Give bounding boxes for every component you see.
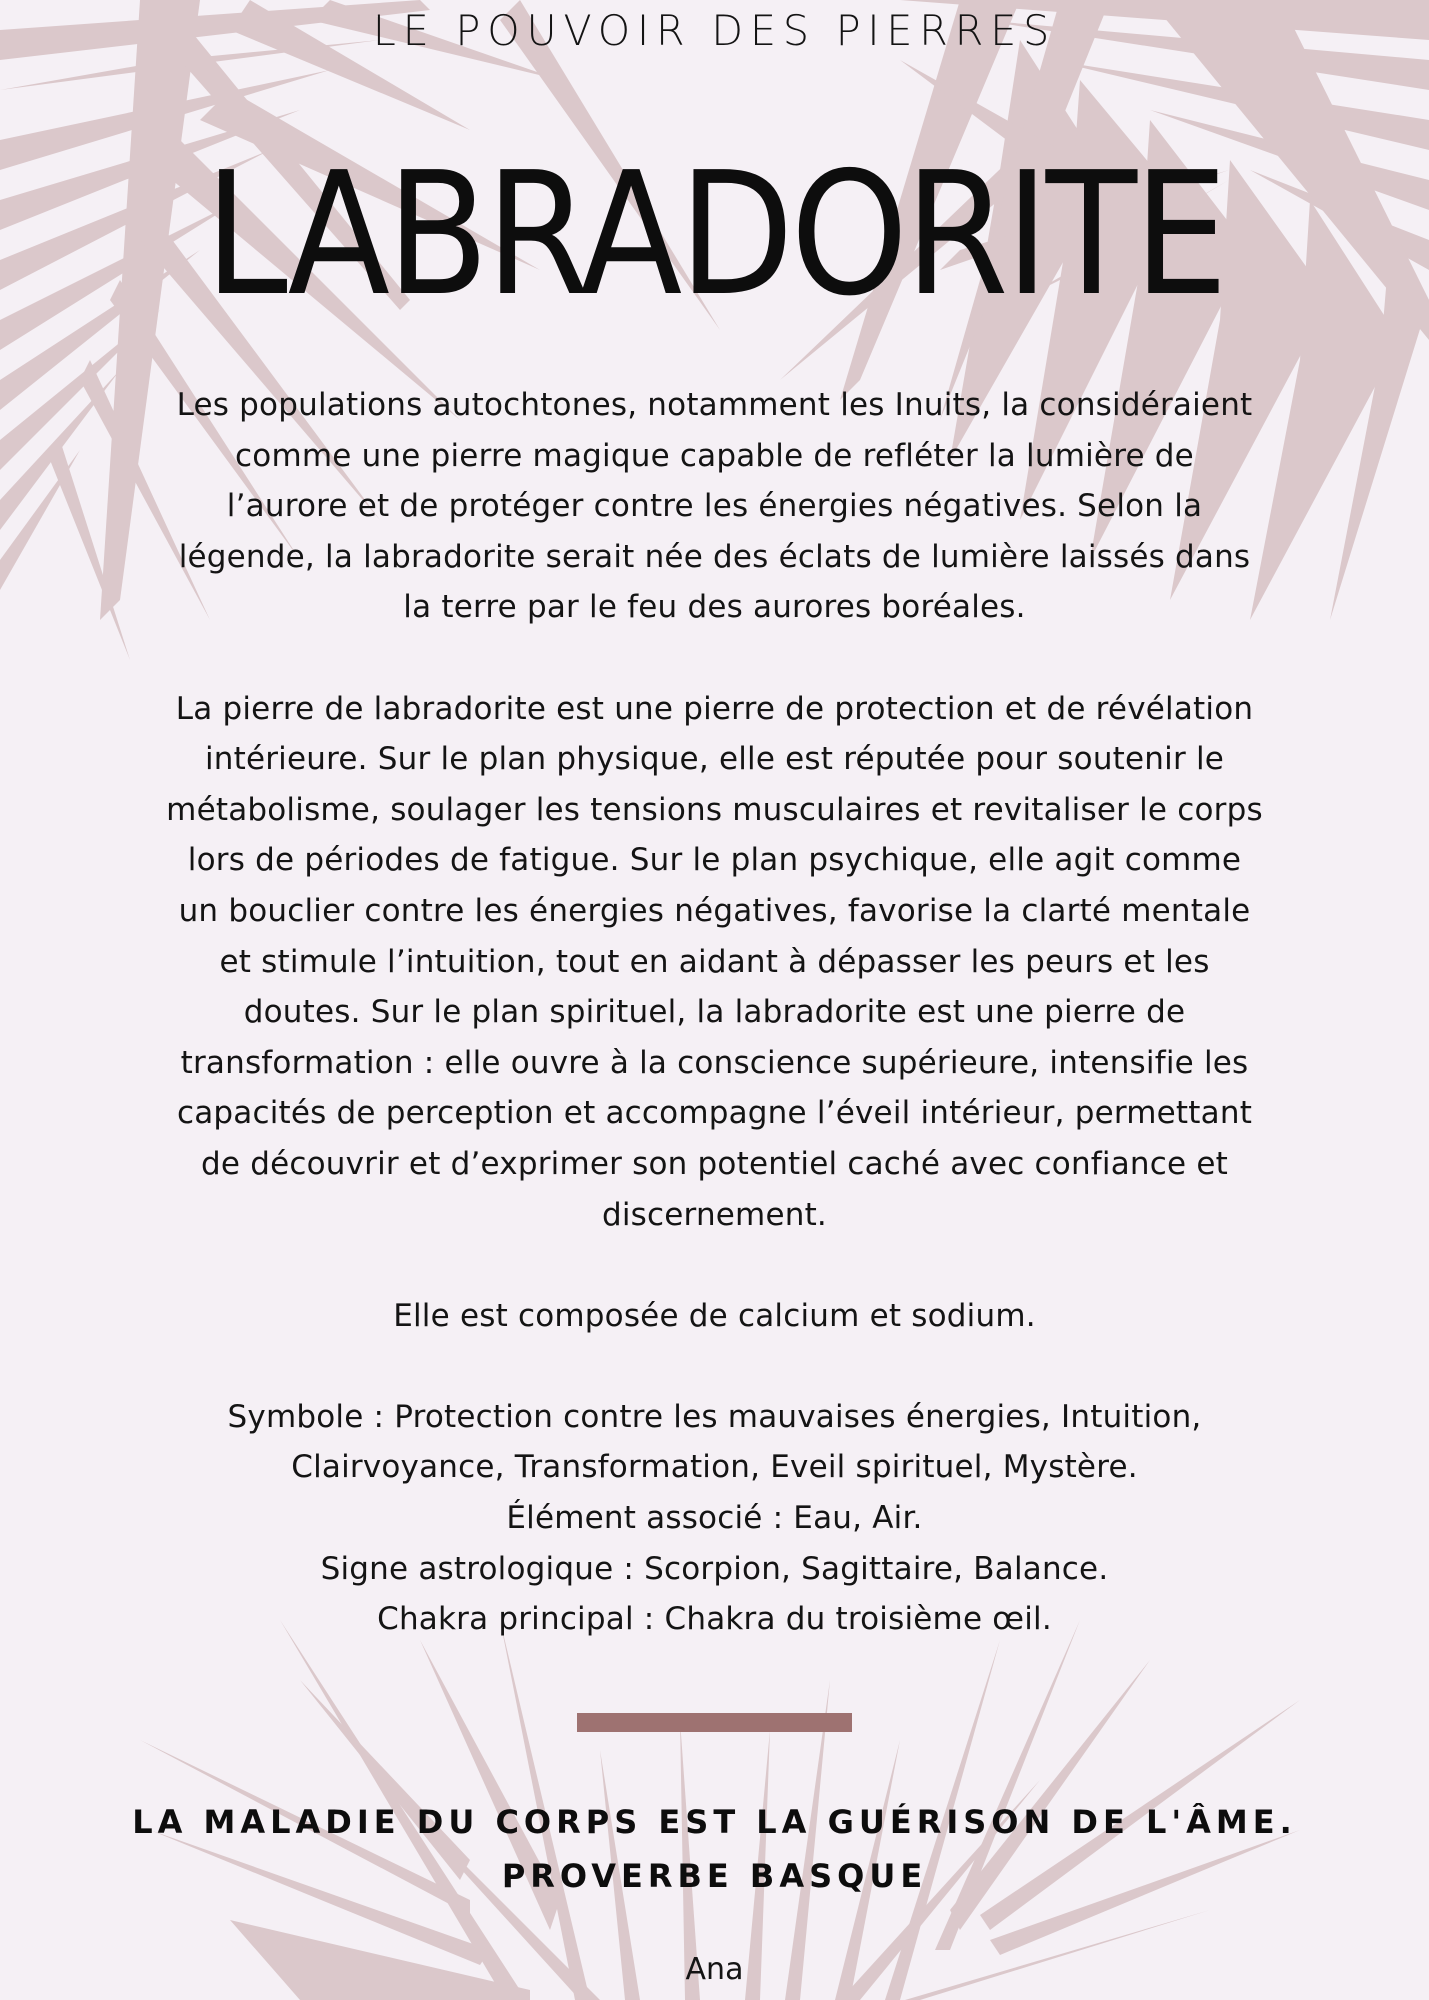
text-line: et stimule l’intuition, tout en aidant à dépasser les peurs et les — [219, 943, 1210, 980]
text-line: transformation : elle ouvre à la conscience supérieure, intensifie les — [180, 1044, 1249, 1081]
text-line: La pierre de labradorite est une pierre de protection et de révélation — [175, 690, 1254, 727]
quote-source: PROVERBE BASQUE — [501, 1857, 928, 1895]
text-line: discernement. — [601, 1196, 827, 1233]
text-line: l’aurore et de protéger contre les énergies négatives. Selon la — [226, 488, 1203, 525]
divider — [577, 1713, 852, 1732]
stone-title: LABRADORITE — [204, 136, 1225, 334]
text-line: Elle est composée de calcium et sodium. — [393, 1297, 1036, 1334]
text-line: lors de périodes de fatigue. Sur le plan psychique, elle agit comme — [187, 842, 1242, 879]
symbol-line: Clairvoyance, Transformation, Eveil spirituel, Mystère. — [291, 1449, 1138, 1486]
text-line: légende, la labradorite serait née des éclats de lumière laissés dans — [178, 538, 1251, 575]
author-signature: Ana — [685, 1952, 744, 1987]
text-line: métabolisme, soulager les tensions musculaires et revitaliser le corps — [166, 791, 1263, 828]
astrology-line: Signe astrologique : Scorpion, Sagittaire, Balance. — [320, 1550, 1109, 1587]
text-line: comme une pierre magique capable de refléter la lumière de — [235, 437, 1194, 474]
chakra-line: Chakra principal : Chakra du troisième œil. — [377, 1601, 1052, 1638]
text-line: un bouclier contre les énergies négatives, favorise la clarté mentale — [178, 892, 1251, 929]
series-title: LE POUVOIR DES PIERRES — [372, 6, 1057, 55]
text-line: intérieure. Sur le plan physique, elle est réputée pour soutenir le — [204, 741, 1225, 778]
text-line: doutes. Sur le plan spirituel, la labradorite est une pierre de — [243, 994, 1186, 1031]
proverb-quote — [0, 1795, 1429, 1903]
text-line: la terre par le feu des aurores boréales. — [403, 589, 1026, 626]
quote-text: LA MALADIE DU CORPS EST LA GUÉRISON DE L'ÂME. — [132, 1803, 1297, 1841]
text-line: Les populations autochtones, notamment les Inuits, la considéraient — [176, 387, 1253, 423]
text-line: capacités de perception et accompagne l’éveil intérieur, permettant — [176, 1095, 1253, 1132]
stone-attributes — [120, 1392, 1309, 1645]
paragraph-properties — [120, 684, 1309, 1241]
paragraph-history — [120, 380, 1309, 633]
description — [120, 380, 1309, 1695]
text-line: de découvrir et d’exprimer son potentiel caché avec confiance et — [201, 1145, 1228, 1182]
element-line: Élément associé : Eau, Air. — [506, 1500, 923, 1537]
symbol-line: Symbole : Protection contre les mauvaises énergies, Intuition, — [227, 1398, 1202, 1435]
composition-text — [120, 1291, 1309, 1342]
